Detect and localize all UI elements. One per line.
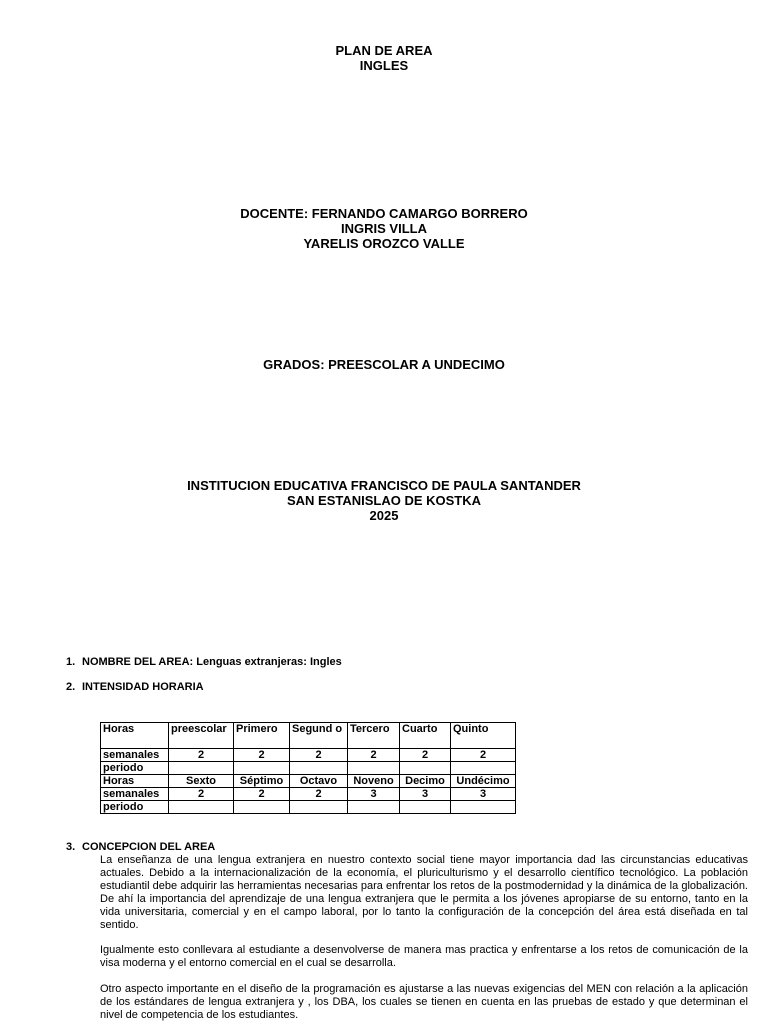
institution-block <box>0 478 768 523</box>
grade-header: Tercero <box>348 723 400 749</box>
table-row <box>101 801 516 814</box>
title-line: PLAN DE AREA <box>335 43 433 58</box>
grade-header: Primero <box>234 723 290 749</box>
table-row <box>101 749 516 762</box>
row-label: periodo <box>101 762 169 775</box>
grade-header: Sexto <box>169 775 234 788</box>
grade-header: Undécimo <box>451 775 516 788</box>
teacher-line: INGRIS VILLA <box>341 221 427 236</box>
hours-table <box>100 722 516 814</box>
teacher-line: YARELIS OROZCO VALLE <box>303 236 465 251</box>
grade-header: Octavo <box>290 775 348 788</box>
section-heading-3 <box>66 841 215 854</box>
empty-cell <box>234 801 290 814</box>
empty-cell <box>290 801 348 814</box>
row-label: Horas <box>101 775 169 788</box>
grade-header: Cuarto <box>400 723 451 749</box>
title-line: INGLES <box>359 58 409 73</box>
section-label: INTENSIDAD HORARIA <box>82 681 204 693</box>
empty-cell <box>348 801 400 814</box>
section-heading-2 <box>66 681 204 694</box>
hours-value: 2 <box>400 749 451 762</box>
row-label: Horas <box>101 723 169 749</box>
hours-value: 2 <box>290 749 348 762</box>
section-number: 3. <box>66 841 76 853</box>
year-line: 2025 <box>369 508 399 523</box>
grade-header: Séptimo <box>234 775 290 788</box>
empty-cell <box>290 762 348 775</box>
teacher-line: DOCENTE: FERNANDO CAMARGO BORRERO <box>240 206 528 221</box>
grade-header: preescolar <box>169 723 234 749</box>
body-paragraph: Otro aspecto importante en el diseño de la programación es ajustarse a las nuevas exigencias del MEN con relación a la aplicación de los estándares de lengua extranjera y , los DBA, los cuales se tienen en cuenta en las pruebas de estado y que determinan el nivel de competencia de los estudiantes. <box>100 983 748 1021</box>
hours-value: 2 <box>290 788 348 801</box>
empty-cell <box>348 762 400 775</box>
grade-header: Decimo <box>400 775 451 788</box>
grade-header: Quinto <box>451 723 516 749</box>
empty-cell <box>451 762 516 775</box>
section-heading-1 <box>66 656 342 669</box>
hours-value: 2 <box>169 749 234 762</box>
table-row <box>101 723 516 749</box>
table-row <box>101 762 516 775</box>
empty-cell <box>234 762 290 775</box>
row-label: semanales <box>101 749 169 762</box>
institution-line: INSTITUCION EDUCATIVA FRANCISCO DE PAULA SANTANDER <box>187 478 581 493</box>
teachers-block <box>0 206 768 251</box>
body-paragraph: Igualmente esto conllevara al estudiante a desenvolverse de manera mas practica y enfrentarse a los retos de comunicación de la visa moderna y el entorno comercial en el cual se desarrolla. <box>100 944 748 969</box>
hours-value: 2 <box>234 788 290 801</box>
empty-cell <box>451 801 516 814</box>
hours-value: 3 <box>348 788 400 801</box>
section-number: 1. <box>66 656 76 668</box>
section-number: 2. <box>66 681 76 693</box>
hours-value: 2 <box>451 749 516 762</box>
hours-value: 3 <box>451 788 516 801</box>
grade-header: Segund o <box>290 723 348 749</box>
table-row <box>101 788 516 801</box>
row-label: periodo <box>101 801 169 814</box>
institution-line: SAN ESTANISLAO DE KOSTKA <box>286 493 482 508</box>
hours-value: 2 <box>348 749 400 762</box>
hours-value: 2 <box>169 788 234 801</box>
empty-cell <box>400 762 451 775</box>
table-row <box>101 775 516 788</box>
section-label: NOMBRE DEL AREA: Lenguas extranjeras: Ingles <box>82 656 342 668</box>
empty-cell <box>400 801 451 814</box>
document-title <box>0 43 768 73</box>
row-label: semanales <box>101 788 169 801</box>
grades-line: GRADOS: PREESCOLAR A UNDECIMO <box>263 357 505 372</box>
hours-value: 3 <box>400 788 451 801</box>
empty-cell <box>169 801 234 814</box>
hours-value: 2 <box>234 749 290 762</box>
section-label: CONCEPCION DEL AREA <box>82 841 216 853</box>
empty-cell <box>169 762 234 775</box>
grade-header: Noveno <box>348 775 400 788</box>
body-paragraph: La enseñanza de una lengua extranjera en nuestro contexto social tiene mayor importancia dad las circunstancias educativas actuales. Debido a la internacionalización de la economía, el pluriculturismo y el desarrollo científico tecnológico. La población estudiantil debe adquirir las herramientas necesarias para enfrentar los retos de la postmodernidad y la dinámica de la globalización. De ahí la importancia del aprendizaje de una lengua extranjera que le permita a los jóvenes apropiarse de su entorno, tanto en la vida universitaria, comercial y en el campo laboral, por lo tanto la configuración de la concepción del área está diseñada en tal sentido. <box>100 854 748 931</box>
